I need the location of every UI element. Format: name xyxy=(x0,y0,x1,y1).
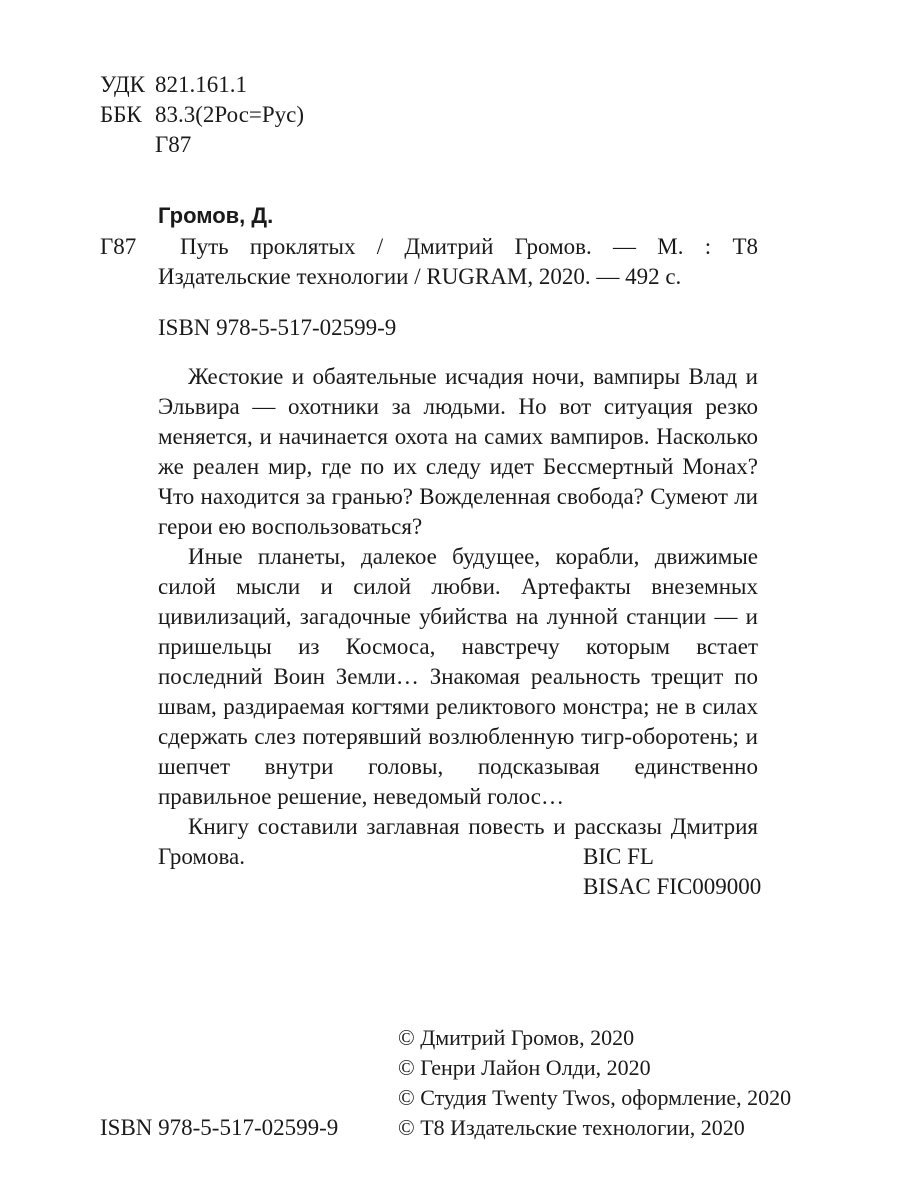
author-mark-top: Г87 xyxy=(155,132,192,157)
annotation-paragraph: Иные планеты, далекое будущее, корабли, движимые силой мысли и силой любви. Артефакты внеземных цивилизаций, загадочные убийства на лунной станции — и пришельцы из Космоса, навстречу которым встает последний Воин Земли… Знакомая реальность трещит по швам, раздираемая когтями реликтового монстра; не в силах сдержать слез потерявший возлюбленную тигр-оборотень; и шепчет внутри головы, подсказывая единственно правильное решение, неведомый голос… xyxy=(158,544,758,809)
bisac-code: BISAC FIC009000 xyxy=(583,874,762,899)
copyright-line: © Студия Twenty Twos, оформление, 2020 xyxy=(398,1085,792,1110)
bibliographic-description: Путь проклятых / Дмитрий Громов. — М. : Т8 Издательские технологии / RUGRAM, 2020. — 492 с. xyxy=(158,234,758,289)
bbk-value: 83.3(2Рос=Рус) xyxy=(155,102,305,127)
author-mark-top-line xyxy=(100,130,304,160)
author-mark-side: Г87 xyxy=(100,234,137,259)
bbk-line xyxy=(100,100,304,130)
bbk-label: ББК xyxy=(100,102,142,127)
annotation-paragraph: Книгу составили заглавная повесть и рассказы Дмитрия Громова. xyxy=(158,814,758,869)
bic-code: BIC FL xyxy=(583,844,654,869)
copyright-line: © Дмитрий Громов, 2020 xyxy=(398,1025,635,1050)
subject-codes xyxy=(583,842,761,902)
udk-label: УДК xyxy=(100,72,145,97)
annotation-paragraph: Жестокие и обаятельные исчадия ночи, вампиры Влад и Эльвира — охотники за людьми. Но вот ситуация резко меняется, и начинается охота на самих вампиров. Насколько же реален мир, где по их следу идет Бессмертный Монах? Что находится за гранью? Вожделенная свобода? Сумеют ли герои ею воспользоваться? xyxy=(158,364,758,539)
udk-line xyxy=(100,70,304,100)
copyright-line: © Т8 Издательские технологии, 2020 xyxy=(398,1115,745,1140)
copyright-block xyxy=(398,1023,791,1143)
copyright-line: © Генри Лайон Олди, 2020 xyxy=(398,1055,651,1080)
author-name: Громов, Д. xyxy=(158,203,274,228)
udk-value: 821.161.1 xyxy=(155,72,247,97)
annotation xyxy=(158,362,758,872)
isbn-record: ISBN 978-5-517-02599-9 xyxy=(158,315,397,340)
isbn-footer: ISBN 978-5-517-02599-9 xyxy=(100,1115,339,1140)
classification-block xyxy=(100,70,304,160)
